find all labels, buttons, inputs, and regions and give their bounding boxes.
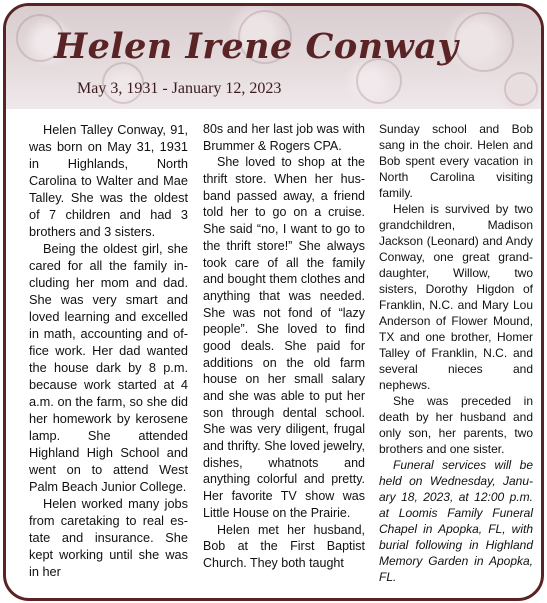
deceased-name: Helen Irene Conway <box>54 26 459 67</box>
paragraph: She loved to shop at the thrift store. When her husband passed away, a friend told her to go on a cruise. She said “no, I want to go to the thrift store!” She always took care of all the family and bought them clothes and anything that was needed. She was not fond of “lazy people”. She loved to find good deals. She paid for additions on the old farm house on her small salary and she was able to put her son through dental school. She was very diligent, frugal and thrifty. She loved jewelry, dishes, whatnots and anything colorful and pretty. Her favorite TV show was Little House on the Prairie. <box>203 155 365 520</box>
paragraph: She was preceded in death by her husband and only son, her parents, two brothers and one sister. <box>379 394 533 457</box>
paragraph: 80s and her last job was with Brummer & Rogers CPA. <box>203 122 365 153</box>
paragraph: Helen is survived by two grandchildren, Madison Jackson (Leonard) and Andy Conway, one great granddaughter, Willow, two sisters, Dorothy Higdon of Franklin, N.C. and Mary Lou Anderson of Flower Mound, TX and one brother, Homer Talley of Franklin, N.C. and several nieces and nephews. <box>379 202 533 393</box>
paragraph: Helen met her husband, Bob at the First Baptist Church. They both taught <box>203 522 365 570</box>
rose-motif <box>504 72 538 106</box>
paragraph: Helen worked many jobs from caretaking to real estate and insurance. She kept working until she was in her <box>29 496 188 580</box>
text-column-1 <box>29 121 188 580</box>
rose-banner <box>6 6 541 109</box>
funeral-notice: Funeral services will be held on Wednesday, January 18, 2023, at 12:00 p.m. at Loomis Family Funeral Chapel in Apopka, FL, with burial following in Highland Memory Garden in Apopka, FL. <box>379 458 533 585</box>
life-dates: May 3, 1931 - January 12, 2023 <box>77 80 282 97</box>
text-column-3 <box>379 121 533 585</box>
paragraph: Helen Talley Conway, 91, was born on May 31, 1931 in Highlands, North Carolina to Walter and Mae Talley. She was the oldest of 7 children and had 3 brothers and 3 sisters. <box>29 122 188 240</box>
paragraph: Being the oldest girl, she cared for all the family including her mom and dad. She was very smart and loved learning and excelled in math, accounting and office work. Her dad wanted the house dark by 8 p.m. because work started at 4 a.m. on the farm, so she did her homework by kerosene lamp. She attended Highland High School and went on to attend West Palm Beach Junior College. <box>29 241 188 495</box>
text-column-2 <box>203 121 365 572</box>
obituary-card <box>3 3 544 601</box>
rose-motif <box>454 12 514 72</box>
paragraph: Sunday school and Bob sang in the choir. Helen and Bob spent every vacation in North Carolina visiting family. <box>379 122 533 201</box>
